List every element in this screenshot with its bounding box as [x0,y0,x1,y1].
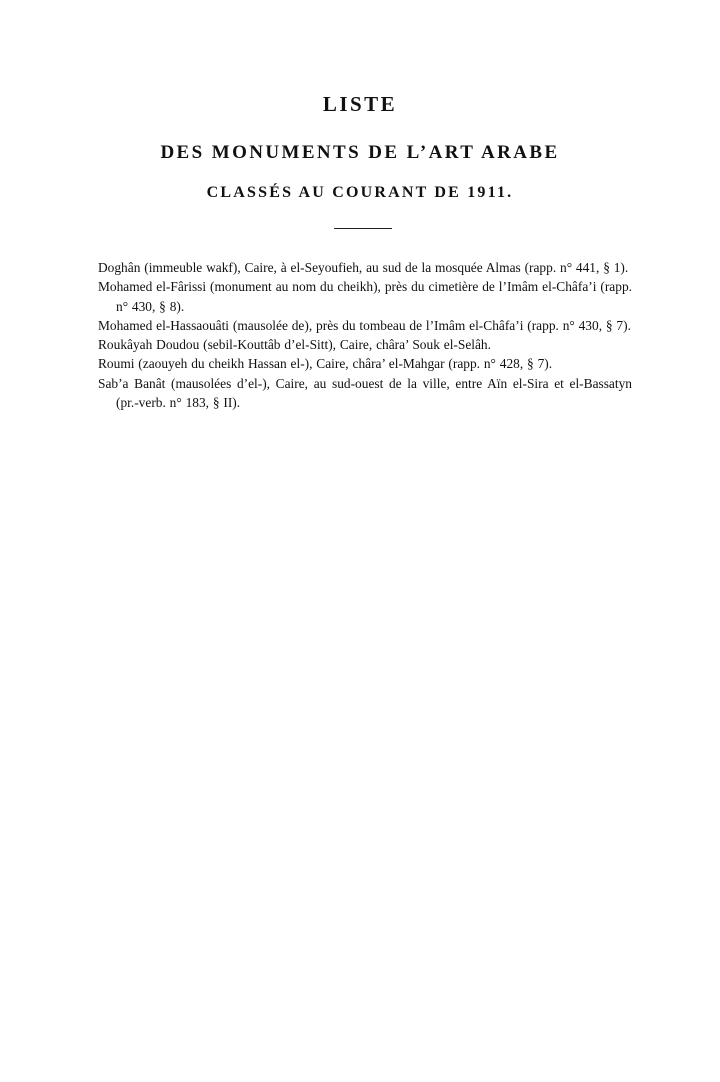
list-item-roukayah-doudou: Roukâyah Doudou (sebil-Kouttâb d’el-Sitt), Caire, châra’ Souk el-Selâh. [98,337,491,353]
list-heading: DES MONUMENTS DE L’ART ARABE [160,142,560,163]
list-item-doghan: Doghân (immeuble wakf), Caire, à el-Seyoufieh, au sud de la mosquée Almas (rapp. n° 441, § 1). [98,260,629,275]
monument-list [98,258,632,412]
divider-rule [334,228,392,229]
list-item-mohamed-el-hassaouati: Mohamed el-Hassaouâti (mausolée de), près du tombeau de l’Imâm el-Châfa’i (rapp. n° 430, § 7). [98,317,631,333]
list-item-roumi: Roumi (zaouyeh du cheikh Hassan el-), Caire, châra’ el-Mahgar (rapp. n° 428, § 7). [98,356,553,372]
list-item-saba-banat: Sab’a Banât (mausolées d’el-), Caire, au sud-ouest de la ville, entre Aïn el-Sira et el-Bassatyn (pr.-verb. n° 183, § II). [98,375,632,411]
page-title: LISTE [322,92,398,116]
list-item-mohamed-el-farissi: Mohamed el-Fârissi (monument au nom du cheikh), près du cimetière de l’Imâm el-Châfa’i (rapp. n° 430, § 8). [98,279,632,314]
list-subheading: CLASSÉS AU COURANT DE 1911. [206,184,514,201]
